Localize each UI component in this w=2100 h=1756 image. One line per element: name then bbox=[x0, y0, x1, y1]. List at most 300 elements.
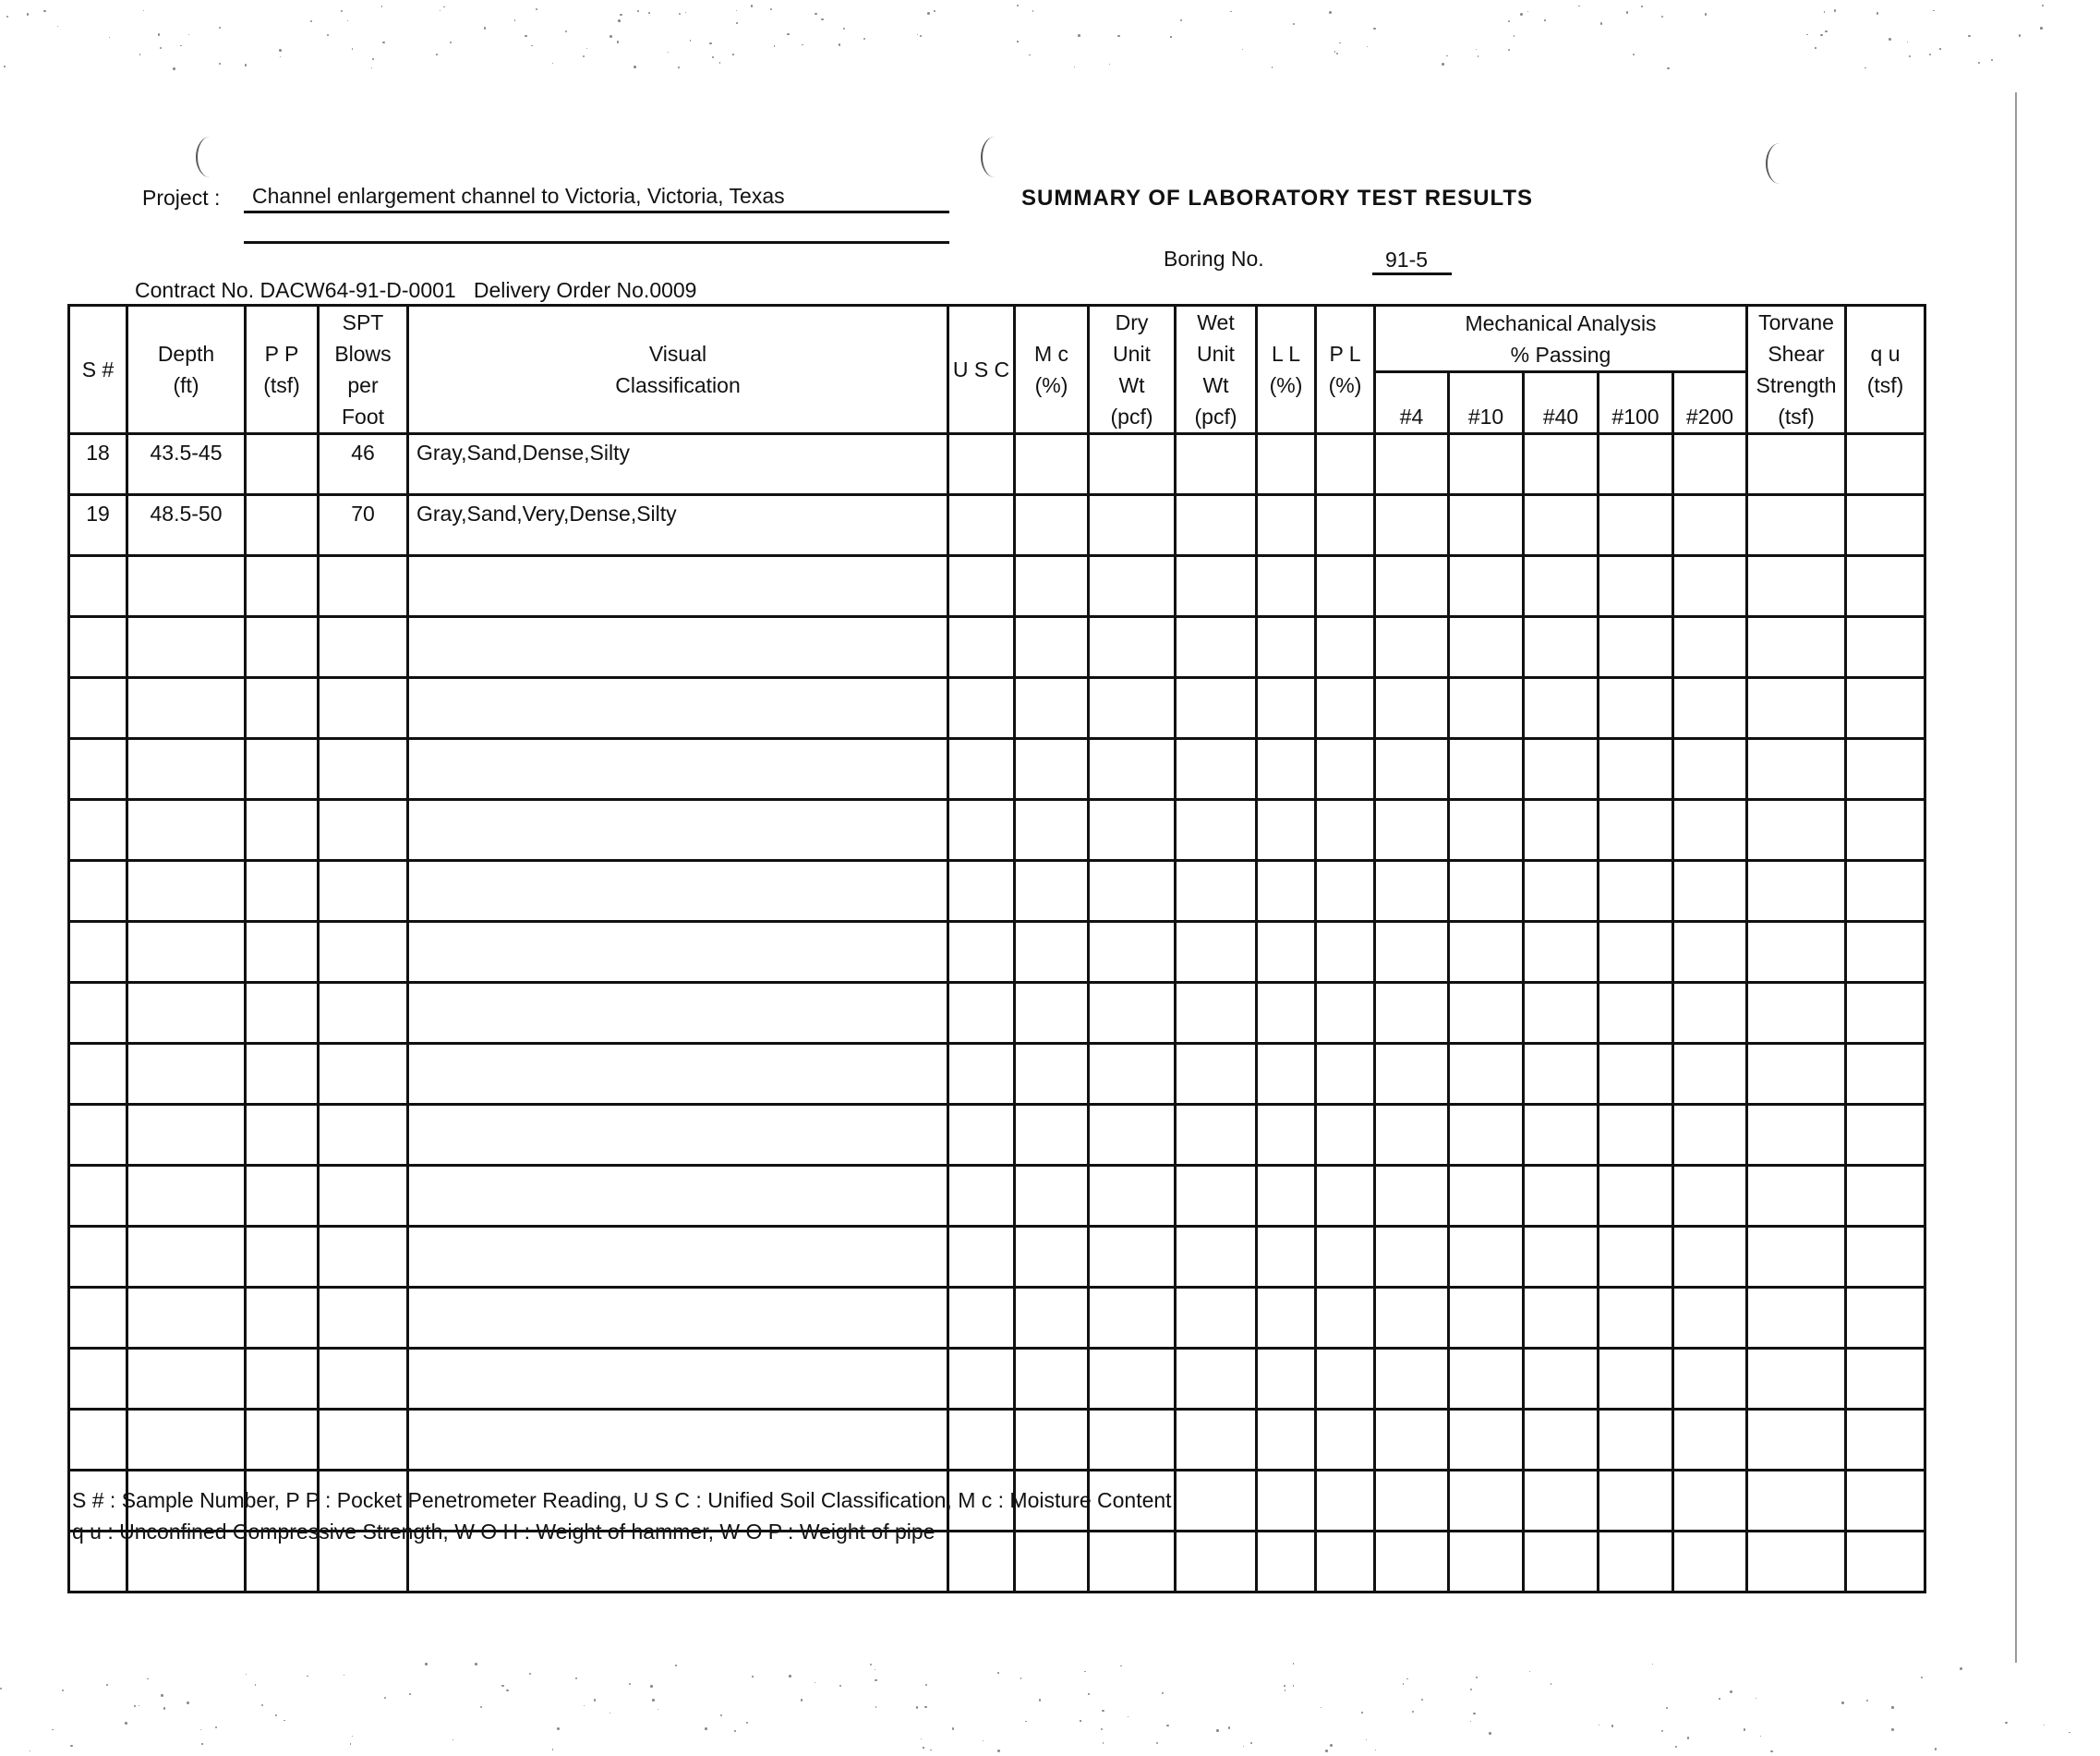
cell-wet bbox=[1176, 739, 1257, 800]
scan-speck bbox=[1366, 1739, 1367, 1740]
cell-spt bbox=[319, 922, 408, 983]
cell-s bbox=[69, 1288, 127, 1349]
scan-speck bbox=[382, 42, 385, 44]
scan-speck bbox=[1243, 1746, 1244, 1747]
scan-speck bbox=[1667, 67, 1670, 70]
scan-speck bbox=[280, 56, 281, 57]
cell-mc bbox=[1015, 434, 1089, 495]
scan-speck bbox=[732, 54, 734, 55]
cell-sieve-10 bbox=[1449, 1532, 1524, 1593]
scan-speck bbox=[327, 34, 329, 36]
scan-speck bbox=[1284, 1685, 1285, 1687]
cell-pl bbox=[1316, 617, 1375, 678]
cell-sieve-4 bbox=[1375, 983, 1449, 1044]
cell-depth bbox=[127, 678, 246, 739]
scan-speck bbox=[1806, 34, 1807, 35]
cell-sieve-40 bbox=[1524, 922, 1599, 983]
col-header-ll: L L (%) bbox=[1257, 306, 1316, 434]
cell-visual bbox=[408, 861, 948, 922]
cell-depth: 43.5-45 bbox=[127, 434, 246, 495]
col-header-s: S # bbox=[69, 306, 127, 434]
scan-speck bbox=[1770, 1750, 1773, 1753]
cell-usc bbox=[948, 495, 1015, 556]
cell-torvane bbox=[1747, 1410, 1846, 1471]
cell-sieve-40 bbox=[1524, 1288, 1599, 1349]
cell-qu bbox=[1846, 1166, 1925, 1227]
cell-sieve-100 bbox=[1599, 922, 1673, 983]
scan-speck bbox=[787, 33, 789, 35]
cell-usc bbox=[948, 1349, 1015, 1410]
cell-sieve-200 bbox=[1673, 556, 1747, 617]
scan-speck bbox=[1933, 10, 1934, 11]
cell-pl bbox=[1316, 1288, 1375, 1349]
cell-dry bbox=[1089, 1410, 1176, 1471]
scan-speck bbox=[1719, 1698, 1720, 1700]
cell-ll bbox=[1257, 556, 1316, 617]
cell-visual: Gray,Sand,Very,Dense,Silty bbox=[408, 495, 948, 556]
cell-visual bbox=[408, 983, 948, 1044]
cell-sieve-100 bbox=[1599, 1532, 1673, 1593]
scan-speck bbox=[870, 1664, 872, 1665]
cell-torvane bbox=[1747, 556, 1846, 617]
cell-usc bbox=[948, 678, 1015, 739]
scan-speck bbox=[1180, 19, 1182, 21]
col-header-depth: Depth (ft) bbox=[127, 306, 246, 434]
table-row bbox=[69, 800, 1925, 861]
cell-sieve-4 bbox=[1375, 861, 1449, 922]
cell-sieve-4 bbox=[1375, 617, 1449, 678]
scan-speck bbox=[736, 22, 738, 24]
scan-speck bbox=[1834, 9, 1836, 11]
cell-sieve-40 bbox=[1524, 1227, 1599, 1288]
scan-speck bbox=[1939, 48, 1940, 49]
cell-sieve-10 bbox=[1449, 556, 1524, 617]
cell-depth bbox=[127, 861, 246, 922]
boring-underline bbox=[1372, 272, 1452, 275]
scan-speck bbox=[648, 12, 650, 14]
cell-visual bbox=[408, 1166, 948, 1227]
table-row bbox=[69, 434, 1925, 495]
scan-speck bbox=[1242, 49, 1243, 50]
scan-speck bbox=[770, 8, 772, 10]
scan-speck bbox=[1760, 1736, 1761, 1737]
scan-speck bbox=[1825, 30, 1827, 32]
col-header-pl: P L (%) bbox=[1316, 306, 1375, 434]
scan-speck bbox=[371, 67, 372, 68]
cell-depth bbox=[127, 983, 246, 1044]
cell-sieve-4 bbox=[1375, 678, 1449, 739]
cell-usc bbox=[948, 983, 1015, 1044]
delivery-value: 0009 bbox=[649, 278, 697, 302]
scan-speck bbox=[425, 1663, 427, 1665]
scan-speck bbox=[863, 38, 866, 41]
table-row bbox=[69, 739, 1925, 800]
scan-speck bbox=[617, 41, 620, 43]
boring-label: Boring No. bbox=[1164, 247, 1264, 271]
cell-pl bbox=[1316, 1227, 1375, 1288]
cell-pl bbox=[1316, 495, 1375, 556]
cell-torvane bbox=[1747, 739, 1846, 800]
scan-speck bbox=[1820, 34, 1822, 36]
cell-sieve-100 bbox=[1599, 800, 1673, 861]
cell-ll bbox=[1257, 434, 1316, 495]
cell-sieve-40 bbox=[1524, 678, 1599, 739]
scan-speck bbox=[594, 1699, 597, 1702]
cell-usc bbox=[948, 1044, 1015, 1105]
table-row bbox=[69, 1044, 1925, 1105]
scan-speck bbox=[1078, 34, 1080, 37]
scan-speck bbox=[801, 1699, 803, 1702]
table-row bbox=[69, 1105, 1925, 1166]
cell-pp bbox=[246, 800, 319, 861]
cell-depth bbox=[127, 1349, 246, 1410]
scan-speck bbox=[201, 1743, 202, 1744]
scan-speck bbox=[1170, 36, 1171, 37]
cell-depth bbox=[127, 556, 246, 617]
table-row bbox=[69, 556, 1925, 617]
cell-sieve-10 bbox=[1449, 800, 1524, 861]
scan-speck bbox=[875, 1706, 876, 1707]
scan-speck bbox=[352, 48, 353, 49]
scan-speck bbox=[70, 1745, 73, 1748]
cell-wet bbox=[1176, 1471, 1257, 1532]
project-underline bbox=[244, 211, 949, 213]
cell-mc bbox=[1015, 1044, 1089, 1105]
cell-pp bbox=[246, 1288, 319, 1349]
scan-speck bbox=[650, 1685, 653, 1688]
cell-s bbox=[69, 1166, 127, 1227]
scan-speck bbox=[920, 35, 922, 37]
contract-line bbox=[135, 278, 696, 303]
cell-sieve-200 bbox=[1673, 739, 1747, 800]
cell-sieve-100 bbox=[1599, 1349, 1673, 1410]
cell-wet bbox=[1176, 1227, 1257, 1288]
scan-speck bbox=[983, 1740, 984, 1741]
scan-speck bbox=[1641, 6, 1643, 7]
cell-pl bbox=[1316, 1166, 1375, 1227]
scan-speck bbox=[352, 1736, 353, 1737]
scan-speck bbox=[2044, 1725, 2045, 1726]
cell-wet bbox=[1176, 434, 1257, 495]
scan-speck bbox=[752, 1676, 754, 1677]
scan-speck bbox=[709, 42, 712, 45]
scan-speck bbox=[480, 1706, 482, 1708]
cell-mc bbox=[1015, 1349, 1089, 1410]
cell-s bbox=[69, 1349, 127, 1410]
cell-s bbox=[69, 1105, 127, 1166]
cell-mc bbox=[1015, 556, 1089, 617]
cell-torvane bbox=[1747, 1105, 1846, 1166]
cell-sieve-10 bbox=[1449, 1349, 1524, 1410]
scan-speck bbox=[310, 20, 312, 22]
cell-sieve-100 bbox=[1599, 434, 1673, 495]
cell-visual bbox=[408, 1044, 948, 1105]
scan-speck bbox=[557, 1727, 560, 1730]
cell-spt bbox=[319, 739, 408, 800]
scan-speck bbox=[52, 1729, 54, 1731]
cell-qu bbox=[1846, 556, 1925, 617]
cell-qu bbox=[1846, 1105, 1925, 1166]
scan-speck bbox=[275, 1714, 277, 1716]
scan-speck bbox=[2069, 1732, 2070, 1733]
cell-mc bbox=[1015, 678, 1089, 739]
cell-qu bbox=[1846, 617, 1925, 678]
scan-speck bbox=[246, 1674, 247, 1675]
cell-sieve-10 bbox=[1449, 1288, 1524, 1349]
cell-sieve-200 bbox=[1673, 434, 1747, 495]
scan-speck bbox=[583, 55, 585, 57]
contract-label: Contract No. bbox=[135, 278, 255, 302]
cell-torvane bbox=[1747, 617, 1846, 678]
cell-dry bbox=[1089, 800, 1176, 861]
cell-s bbox=[69, 983, 127, 1044]
cell-wet bbox=[1176, 1166, 1257, 1227]
cell-sieve-40 bbox=[1524, 1105, 1599, 1166]
cell-depth bbox=[127, 1044, 246, 1105]
scan-speck bbox=[147, 1678, 148, 1679]
cell-pp bbox=[246, 495, 319, 556]
scan-speck bbox=[637, 10, 639, 12]
scan-speck bbox=[1877, 12, 1878, 14]
scan-speck bbox=[609, 35, 612, 38]
cell-s bbox=[69, 617, 127, 678]
scan-speck bbox=[705, 1727, 707, 1730]
cell-s: 19 bbox=[69, 495, 127, 556]
scan-speck bbox=[536, 8, 537, 10]
scan-speck bbox=[1166, 1725, 1169, 1727]
col-header-sieve-10: #10 bbox=[1449, 372, 1524, 434]
cell-sieve-10 bbox=[1449, 861, 1524, 922]
col-header-sieve-4: #4 bbox=[1375, 372, 1449, 434]
scan-speck bbox=[1029, 54, 1030, 55]
cell-visual bbox=[408, 678, 948, 739]
cell-spt bbox=[319, 1166, 408, 1227]
cell-mc bbox=[1015, 922, 1089, 983]
cell-visual bbox=[408, 922, 948, 983]
cell-sieve-40 bbox=[1524, 983, 1599, 1044]
scan-speck bbox=[0, 1688, 2, 1689]
cell-sieve-100 bbox=[1599, 1288, 1673, 1349]
cell-pp bbox=[246, 861, 319, 922]
scan-speck bbox=[586, 48, 587, 49]
cell-pl bbox=[1316, 983, 1375, 1044]
cell-qu bbox=[1846, 1349, 1925, 1410]
cell-ll bbox=[1257, 1288, 1316, 1349]
cell-visual bbox=[408, 1288, 948, 1349]
cell-sieve-4 bbox=[1375, 1288, 1449, 1349]
table-row bbox=[69, 617, 1925, 678]
cell-qu bbox=[1846, 1044, 1925, 1105]
table-row bbox=[69, 983, 1925, 1044]
cell-dry bbox=[1089, 556, 1176, 617]
cell-sieve-200 bbox=[1673, 1471, 1747, 1532]
scan-speck bbox=[1529, 1671, 1530, 1672]
table-row bbox=[69, 922, 1925, 983]
cell-dry bbox=[1089, 678, 1176, 739]
cell-sieve-40 bbox=[1524, 617, 1599, 678]
scan-speck bbox=[1025, 1721, 1026, 1722]
cell-sieve-40 bbox=[1524, 1532, 1599, 1593]
cell-sieve-40 bbox=[1524, 1044, 1599, 1105]
cell-sieve-4 bbox=[1375, 739, 1449, 800]
cell-dry bbox=[1089, 1044, 1176, 1105]
scan-speck bbox=[1367, 46, 1368, 47]
binder-hole-right bbox=[1766, 143, 1793, 184]
scan-speck bbox=[839, 43, 841, 46]
cell-s bbox=[69, 556, 127, 617]
cell-wet bbox=[1176, 678, 1257, 739]
cell-s bbox=[69, 1227, 127, 1288]
cell-sieve-4 bbox=[1375, 1227, 1449, 1288]
cell-dry bbox=[1089, 1532, 1176, 1593]
scan-speck bbox=[200, 1729, 202, 1731]
scan-speck bbox=[1293, 23, 1295, 25]
scan-speck bbox=[1473, 1713, 1475, 1714]
cell-qu bbox=[1846, 434, 1925, 495]
scan-speck bbox=[1744, 1728, 1745, 1730]
col-header-usc: U S C bbox=[948, 306, 1015, 434]
cell-ll bbox=[1257, 1349, 1316, 1410]
cell-sieve-40 bbox=[1524, 1471, 1599, 1532]
scan-speck bbox=[1478, 55, 1479, 57]
table-row bbox=[69, 495, 1925, 556]
cell-ll bbox=[1257, 617, 1316, 678]
cell-dry bbox=[1089, 495, 1176, 556]
cell-sieve-40 bbox=[1524, 556, 1599, 617]
cell-dry bbox=[1089, 922, 1176, 983]
cell-wet bbox=[1176, 1105, 1257, 1166]
cell-visual bbox=[408, 617, 948, 678]
scan-speck bbox=[921, 1738, 922, 1739]
cell-ll bbox=[1257, 1105, 1316, 1166]
scan-speck bbox=[1421, 1699, 1423, 1701]
scan-speck bbox=[1470, 1721, 1471, 1722]
scan-speck bbox=[751, 5, 753, 6]
cell-sieve-100 bbox=[1599, 983, 1673, 1044]
cell-s bbox=[69, 1410, 127, 1471]
cell-mc bbox=[1015, 495, 1089, 556]
cell-sieve-4 bbox=[1375, 1532, 1449, 1593]
cell-ll bbox=[1257, 983, 1316, 1044]
scan-speck bbox=[1600, 22, 1603, 25]
scan-speck bbox=[1968, 35, 1970, 37]
cell-ll bbox=[1257, 1044, 1316, 1105]
project-label: Project : bbox=[142, 186, 221, 210]
cell-dry bbox=[1089, 1105, 1176, 1166]
cell-sieve-10 bbox=[1449, 617, 1524, 678]
scan-speck bbox=[125, 1722, 127, 1725]
cell-sieve-10 bbox=[1449, 1105, 1524, 1166]
cell-sieve-4 bbox=[1375, 434, 1449, 495]
scan-speck bbox=[1102, 1710, 1104, 1713]
cell-mc bbox=[1015, 1166, 1089, 1227]
cell-spt bbox=[319, 1288, 408, 1349]
cell-pp bbox=[246, 1044, 319, 1105]
cell-qu bbox=[1846, 1410, 1925, 1471]
cell-spt bbox=[319, 800, 408, 861]
scan-speck bbox=[746, 1722, 748, 1724]
cell-wet bbox=[1176, 922, 1257, 983]
cell-sieve-40 bbox=[1524, 1166, 1599, 1227]
cell-sieve-4 bbox=[1375, 800, 1449, 861]
cell-pl bbox=[1316, 739, 1375, 800]
cell-sieve-4 bbox=[1375, 922, 1449, 983]
cell-torvane bbox=[1747, 678, 1846, 739]
cell-mc bbox=[1015, 861, 1089, 922]
scan-speck bbox=[506, 1689, 508, 1691]
cell-torvane bbox=[1747, 1227, 1846, 1288]
cell-sieve-200 bbox=[1673, 861, 1747, 922]
scan-speck bbox=[279, 49, 282, 52]
scan-speck bbox=[160, 47, 162, 49]
cell-torvane bbox=[1747, 1471, 1846, 1532]
scan-speck bbox=[1578, 6, 1580, 7]
cell-spt bbox=[319, 1105, 408, 1166]
cell-sieve-40 bbox=[1524, 1410, 1599, 1471]
cell-torvane bbox=[1747, 1044, 1846, 1105]
cell-sieve-10 bbox=[1449, 678, 1524, 739]
table-body bbox=[69, 434, 1925, 1593]
scan-speck bbox=[187, 1702, 189, 1704]
cell-pl bbox=[1316, 1044, 1375, 1105]
scan-speck bbox=[531, 45, 533, 47]
scan-speck bbox=[1520, 13, 1523, 16]
cell-depth bbox=[127, 617, 246, 678]
cell-sieve-200 bbox=[1673, 678, 1747, 739]
scan-speck bbox=[139, 54, 141, 55]
scan-speck bbox=[1891, 1728, 1893, 1730]
scan-speck bbox=[4, 66, 6, 67]
scan-speck bbox=[629, 1683, 631, 1685]
cell-sieve-4 bbox=[1375, 1349, 1449, 1410]
cell-dry bbox=[1089, 861, 1176, 922]
cell-spt bbox=[319, 556, 408, 617]
scan-speck bbox=[1442, 63, 1444, 66]
cell-pl bbox=[1316, 1410, 1375, 1471]
cell-pp bbox=[246, 678, 319, 739]
page-edge-line bbox=[2015, 92, 2017, 1663]
project-value: Channel enlargement channel to Victoria, Victoria, Texas bbox=[252, 184, 785, 208]
cell-sieve-40 bbox=[1524, 739, 1599, 800]
cell-depth: 48.5-50 bbox=[127, 495, 246, 556]
cell-sieve-200 bbox=[1673, 1349, 1747, 1410]
cell-sieve-40 bbox=[1524, 800, 1599, 861]
scan-speck bbox=[925, 1684, 927, 1686]
cell-pl bbox=[1316, 556, 1375, 617]
scan-speck bbox=[1508, 49, 1511, 52]
scan-speck bbox=[875, 1679, 876, 1681]
cell-wet bbox=[1176, 1349, 1257, 1410]
table-row bbox=[69, 1410, 1925, 1471]
cell-visual bbox=[408, 1105, 948, 1166]
cell-torvane bbox=[1747, 1532, 1846, 1593]
cell-wet bbox=[1176, 983, 1257, 1044]
cell-sieve-200 bbox=[1673, 1044, 1747, 1105]
cell-sieve-4 bbox=[1375, 1044, 1449, 1105]
cell-depth bbox=[127, 1105, 246, 1166]
cell-spt bbox=[319, 861, 408, 922]
cell-spt bbox=[319, 1410, 408, 1471]
scan-speck bbox=[821, 18, 823, 20]
cell-usc bbox=[948, 1105, 1015, 1166]
cell-qu bbox=[1846, 983, 1925, 1044]
cell-sieve-10 bbox=[1449, 1410, 1524, 1471]
cell-sieve-100 bbox=[1599, 495, 1673, 556]
scan-speck bbox=[1841, 1702, 1843, 1703]
scan-speck bbox=[1330, 1744, 1333, 1747]
scan-speck bbox=[1293, 1663, 1294, 1664]
cell-mc bbox=[1015, 1227, 1089, 1288]
